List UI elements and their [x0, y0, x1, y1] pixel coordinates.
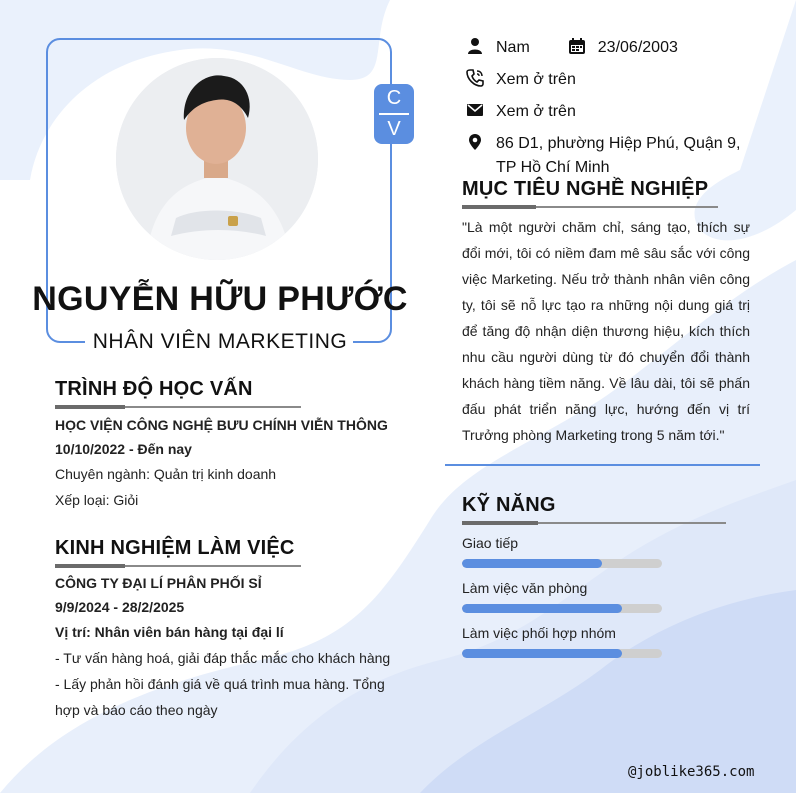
watermark: @joblike365.com [628, 764, 755, 780]
experience-company: CÔNG TY ĐẠI LÍ PHÂN PHỐI SỈ [55, 575, 262, 591]
education-heading-rule [55, 406, 301, 408]
experience-heading: KINH NGHIỆM LÀM VIỆC [55, 537, 295, 559]
education-rank: Xếp loại: Giỏi [55, 492, 139, 508]
phone-icon [466, 69, 484, 87]
person-photo-illustration [116, 58, 318, 260]
education-school: HỌC VIỆN CÔNG NGHỆ BƯU CHÍNH VIỄN THÔNG [55, 417, 388, 433]
skill-label: Giao tiếp [462, 535, 519, 551]
education-period: 10/10/2022 - Đến nay [55, 441, 192, 457]
skill-bar-fill [462, 604, 622, 613]
person-icon [466, 37, 484, 55]
contact-address-line1: 86 D1, phường Hiệp Phú, Quận 9, [496, 135, 741, 152]
experience-position: Vị trí: Nhân viên bán hàng tại đại lí [55, 624, 284, 640]
cv-badge [374, 84, 414, 144]
objective-divider [445, 464, 760, 466]
experience-duty-1: - Tư vấn hàng hoá, giải đáp thắc mắc cho khách hàng [55, 650, 391, 666]
contact-gender: Nam [496, 39, 530, 56]
experience-duty-2-line-1: - Lấy phản hồi đánh giá về quá trình mua hàng. Tổng [55, 676, 385, 692]
skills-heading: KỸ NĂNG [462, 494, 556, 516]
skills-heading-rule [462, 522, 726, 524]
education-major: Chuyên ngành: Quản trị kinh doanh [55, 466, 277, 482]
candidate-name: NGUYỄN HỮU PHƯỚC [32, 280, 408, 318]
skill-bar [462, 604, 662, 613]
candidate-role: NHÂN VIÊN MARKETING [92, 330, 348, 353]
contact-email-row [466, 100, 576, 124]
contact-address-row [466, 132, 740, 180]
skill-label: Làm việc văn phòng [462, 580, 588, 596]
location-pin-icon [466, 133, 484, 151]
experience-duty-2-line-2: hợp và báo cáo theo ngày [55, 702, 218, 718]
experience-period: 9/9/2024 - 28/2/2025 [55, 599, 185, 615]
skill-bar [462, 649, 662, 658]
contact-email: Xem ở trên [496, 103, 576, 120]
education-heading: TRÌNH ĐỘ HỌC VẤN [55, 378, 253, 400]
mail-icon [466, 101, 484, 119]
profile-photo [116, 58, 318, 260]
contact-address [496, 132, 740, 180]
contact-phone: Xem ở trên [496, 71, 576, 88]
cv-badge-letter-c: C [386, 87, 402, 109]
contact-gender-birth-row [466, 36, 678, 60]
objective-text: "Là một người chăm chỉ, sáng tạo, thích sự đổi mới, tôi có niềm đam mê sâu sắc với công việc Marketing. Nếu trở thành nhân viên công ty, tôi sẽ nỗ lực tạo ra những nội dung giá trị để tăng độ nhận diện thương hiệu, kích thích nhu cầu người dùng từ đó chuyển đổi thành khách hàng tiềm năng. Về lâu dài, tôi sẽ phấn đấu phát triển năng lực, hướng đến vị trí Trưởng phòng Marketing trong 5 năm tới." [462, 219, 750, 443]
experience-heading-rule [55, 565, 301, 567]
contact-phone-row [466, 68, 576, 92]
contact-address-line2: TP Hồ Chí Minh [496, 159, 610, 176]
skill-label: Làm việc phối hợp nhóm [462, 625, 616, 641]
skill-bar [462, 559, 662, 568]
cv-badge-letter-v: V [387, 118, 401, 140]
contact-birthdate: 23/06/2003 [597, 39, 678, 56]
objective-heading-rule [462, 206, 718, 208]
skill-bar-fill [462, 649, 622, 658]
calendar-icon [568, 37, 586, 55]
skill-bar-fill [462, 559, 602, 568]
objective-heading: MỤC TIÊU NGHỀ NGHIỆP [462, 178, 709, 200]
